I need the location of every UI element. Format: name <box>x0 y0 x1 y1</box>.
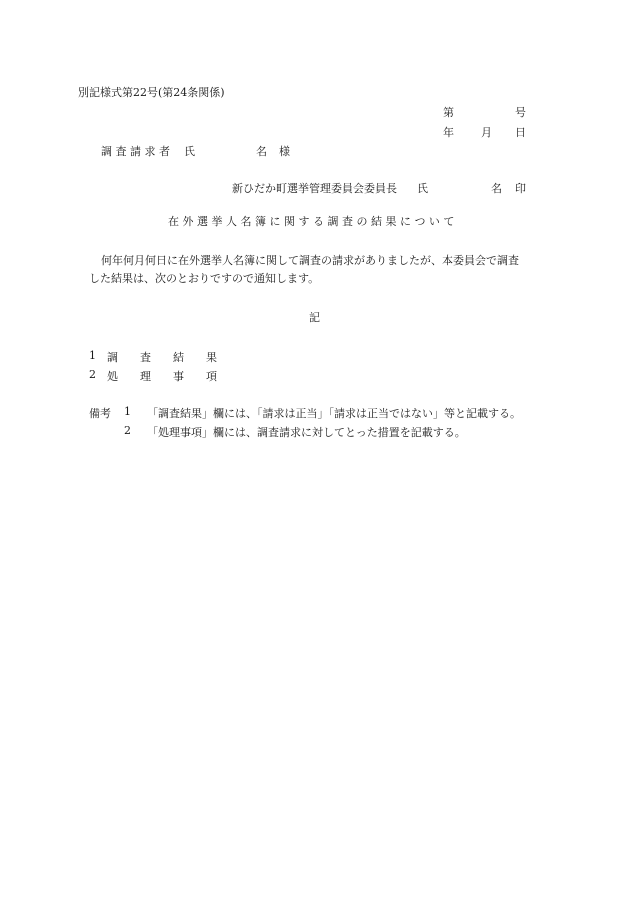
note-text: 「調査結果」欄には、「請求は正当」「請求は正当ではない」等と記載する。 <box>147 407 521 420</box>
note-number: 1 <box>124 405 131 418</box>
date-month: 月 <box>481 126 492 139</box>
addressee-shi: 氏 <box>184 145 195 158</box>
item-number: 1 <box>89 349 96 362</box>
item-label: 調 査 結 果 <box>107 351 217 364</box>
note-text: 「処理事項」欄には、調査請求に対してとった措置を記載する。 <box>147 426 466 439</box>
document-title: 在 外 選 挙 人 名 簿 に 関 す る 調 査 の 結 果 に つ い て <box>168 215 455 228</box>
sender-na: 名 <box>491 182 502 195</box>
ki-heading: 記 <box>309 311 320 324</box>
addressee-na: 名 <box>256 145 267 158</box>
number-suffix: 号 <box>515 106 526 119</box>
addressee-label: 調 査 請 求 者 <box>101 145 170 158</box>
number-prefix: 第 <box>443 106 454 119</box>
sender-in: 印 <box>515 182 526 195</box>
item-label: 処 理 事 項 <box>107 370 217 383</box>
item-number: 2 <box>89 368 96 381</box>
note-number: 2 <box>124 424 131 437</box>
date-year: 年 <box>443 126 454 139</box>
date-day: 日 <box>515 126 526 139</box>
addressee-sama: 様 <box>279 145 290 158</box>
body-line-1: 何年何月何日に在外選挙人名簿に関して調査の請求がありましたが、本委員会で調査 <box>101 254 519 267</box>
form-label: 別記様式第22号(第24条関係) <box>78 86 225 99</box>
notes-label: 備考 <box>89 407 111 420</box>
sender-shi: 氏 <box>417 182 428 195</box>
sender-organization: 新ひだか町選挙管理委員会委員長 <box>232 182 397 195</box>
body-line-2: した結果は、次のとおりですので通知します。 <box>89 272 320 285</box>
